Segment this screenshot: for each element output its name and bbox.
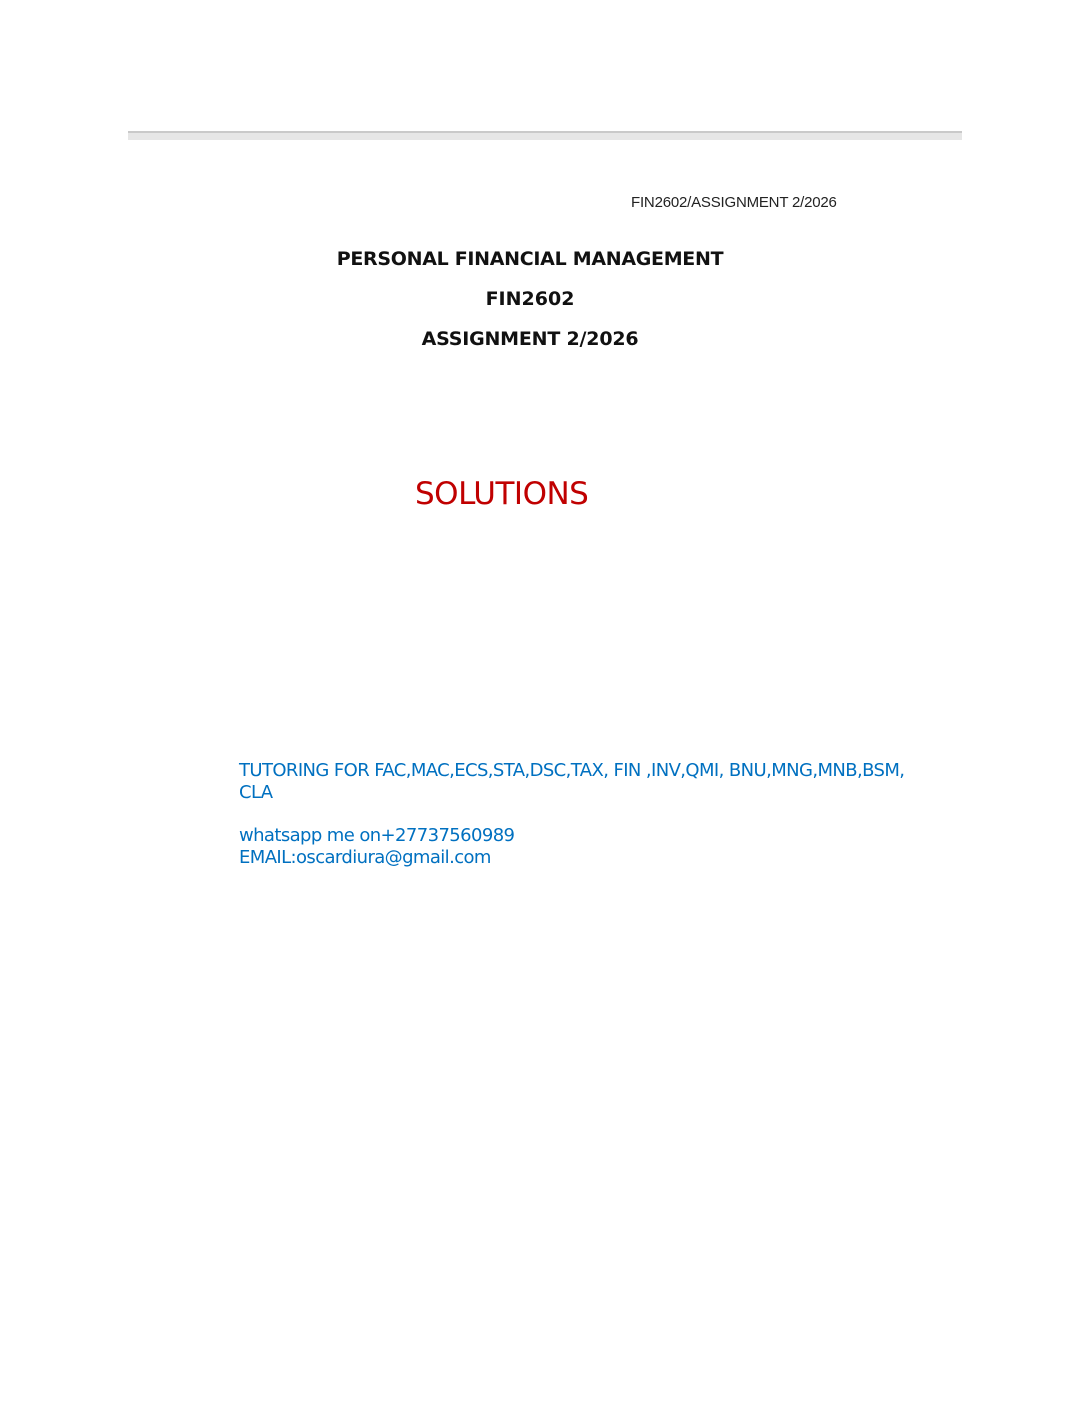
whatsapp-contact: whatsapp me on+27737560989 xyxy=(239,825,515,846)
spacer xyxy=(239,804,969,825)
header-divider xyxy=(128,131,962,140)
assignment-label: ASSIGNMENT 2/2026 xyxy=(421,328,639,350)
email-contact: EMAIL:oscardiura@gmail.com xyxy=(239,847,491,868)
header-reference: FIN2602/ASSIGNMENT 2/2026 xyxy=(631,194,837,211)
contact-block xyxy=(239,760,969,869)
tutoring-subjects-line: TUTORING FOR FAC,MAC,ECS,STA,DSC,TAX, FIN ,INV,QMI, BNU,MNG,MNB,BSM, xyxy=(239,760,905,781)
tutoring-subjects-line-continued: CLA xyxy=(239,782,273,803)
solutions-heading: SOLUTIONS xyxy=(415,476,589,512)
document-title: PERSONAL FINANCIAL MANAGEMENT xyxy=(336,248,724,270)
module-code: FIN2602 xyxy=(485,288,575,310)
